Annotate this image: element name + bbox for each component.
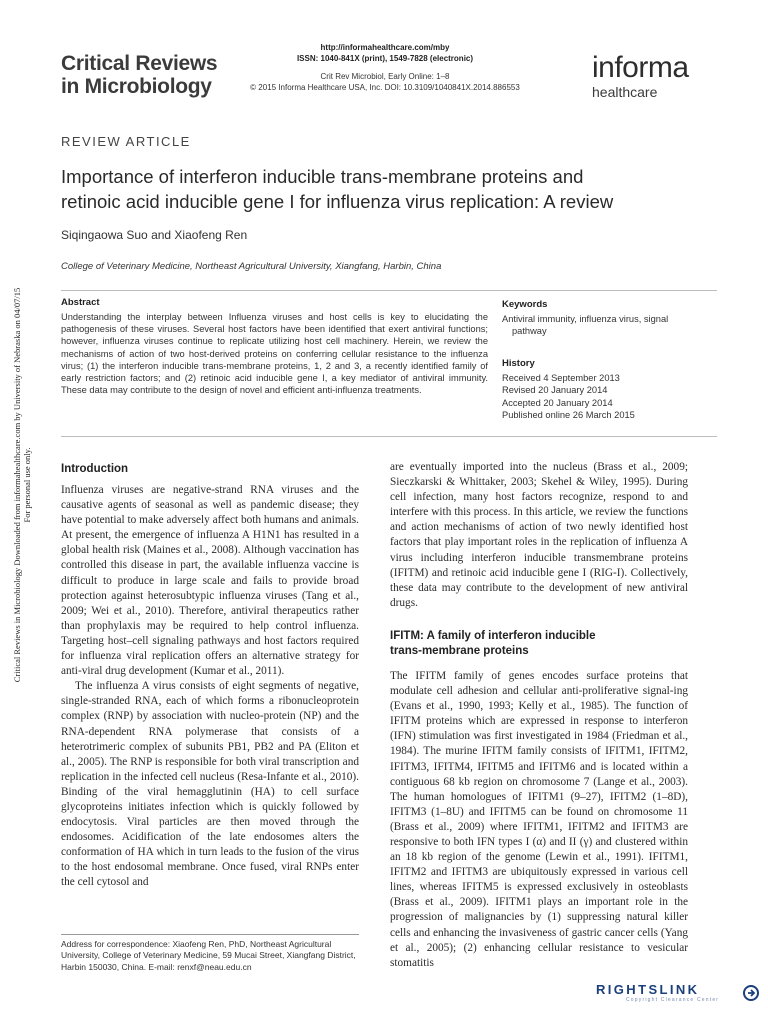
history-heading: History <box>502 358 535 369</box>
history-item: Published online 26 March 2015 <box>502 410 635 421</box>
body-column-right <box>390 460 688 971</box>
authors: Siqingaowa Suo and Xiaofeng Ren <box>61 228 248 242</box>
paragraph: are eventually imported into the nucleus (Brass et al., 2009; Sieczkarski & Whittaker, 2003; Skehel & Wiley, 1995). During cell infection, many host factors recognize, respond to and interfere with this process. In this article, we review the functions and action mechanisms of action of two newly identified host factors that play important roles in the replication of influenza A virus including interferon inducible transmembrane proteins (IFITM) and retinoic acid inducible gene I (RIG-I). Collectively, these data may contribute to the development of new antiviral drugs. <box>390 461 688 609</box>
paragraph: The IFITM family of genes encodes surface proteins that modulate cell adhesion and cellular anti-proliferative signal-ing (Evans et al., 1990, 1993; Kelly et al., 1985). The function of IFITM proteins which are expressed in response to interferon (IFN) stimulation was first investigated in 1984 (Friedman et al., 1984). The murine IFITM family consists of IFITM1, IFITM2, IFITM3, IFITM4, IFITM5 and IFITM6 and is located within a contiguous 68 kb region on chromosome 7 (Lange et al., 2003). The human homologues of IFITM1 (9–27), IFITM2 (1–8D), IFITM3 (1–8U) and IFITM5 can be found on chromosome 11 (Brass et al., 2009) where IFITM1, IFITM2 and IFITM3 are responsive to both IFN types I (α) and II (γ) and clustered within an 18 kb region of the genome (Lewin et al., 1991). IFITM1, IFITM2 and IFITM3 are ubiquitously expressed in various cell lines, whereas IFITM5 is expressed exclusively in osteoblasts (Brass et al., 2009). IFITM1 plays an important role in the progression of malignancies by (1) suppressing natural killer cells and enhancing the invasiveness of gastric cancer cells (Yang et al., 2005); (2) enhancing cellular resistance to vesicular stomatitis <box>390 669 688 969</box>
abstract <box>61 297 488 396</box>
journal-url[interactable]: http://informahealthcare.com/mby <box>320 43 450 52</box>
abstract-text: Understanding the interplay between Influenza viruses and host cells is key to elucidating the pathogenesis of these viruses. Several host factors have been identified that exert antiviral functions; however, influenza viruses continue to replicate utilizing host cell machinery. Herein, we review the mechanisms of action of two host-derived proteins on conferring cellular resistance to the influenza virus; (1) the interferon inducible trans-membrane proteins, 1, 2 and 3, a recently identified family of early restriction factors; and (2) retinoic acid inducible gene I, a key mediator of antiviral immunity. These data may contribute to the design of novel and efficient anti-influenza treatments. <box>61 312 488 396</box>
section-heading <box>390 629 688 659</box>
footnote-divider <box>61 934 359 935</box>
article-title <box>61 164 701 214</box>
section-heading-line: IFITM: A family of interferon inducible <box>390 629 596 642</box>
paragraph: The influenza A virus consists of eight segments of negative, single-stranded RNA, each of which forms a ribonucleoprotein complex (RNP) by association with nucleo-protein (NP) and the RNA-dependent RNA polymerase that consists of a heterotrimeric complex of subunits PB1, PB2 and PA (Eliton et al., 2005). The RNP is responsible for both viral transcription and replication in the infected cell nucleus (Resa-Infante et al., 2010). Binding of the viral hemagglutinin (HA) to cell surface glycoproteins initiates infection which is quickly followed by endocytosis. Viral particles are then moved through the endosomes. Acidification of the late endosomes alters the conformation of HA which in turn leads to the fusion of the virus to the host endosomal membrane. Once fused, viral RNPs enter the cell cytosol and <box>61 680 359 889</box>
copyright: © 2015 Informa Healthcare USA, Inc. DOI: 10.3109/1040841X.2014.886553 <box>250 83 520 92</box>
body-column-left <box>61 462 359 891</box>
keywords-line: pathway <box>512 326 547 336</box>
history-item: Received 4 September 2013 <box>502 373 620 383</box>
journal-title <box>61 52 231 98</box>
rightslink-name: RIGHTSLINK <box>596 982 700 997</box>
issn: ISSN: 1040-841X (print), 1549-7828 (electronic) <box>296 54 474 63</box>
download-notice-line: For personal use only. <box>22 447 32 523</box>
publisher-name: informa <box>592 51 689 84</box>
article-title-line: Importance of interferon inducible trans-membrane proteins and <box>61 166 584 187</box>
correspondence-footnote: Address for correspondence: Xiaofeng Ren, PhD, Northeast Agricultural University, College of Veterinary Medicine, 59 Mucai Street, Xiangfang District, Harbin 150030, China. E-mail: renxf@neau.edu.cn <box>61 939 356 972</box>
rightslink-tagline: Copyright Clearance Center <box>626 997 720 1003</box>
keywords <box>502 299 717 337</box>
divider <box>61 436 717 437</box>
publisher-logo <box>592 52 689 100</box>
publisher-sub: healthcare <box>592 84 658 100</box>
article-type: REVIEW ARTICLE <box>61 134 191 149</box>
section-heading: Introduction <box>61 463 129 475</box>
history-item: Revised 20 January 2014 <box>502 385 608 396</box>
keywords-heading: Keywords <box>502 299 548 310</box>
affiliation: College of Veterinary Medicine, Northeast Agricultural University, Xiangfang, Harbin, China <box>61 261 442 272</box>
paragraph: Influenza viruses are negative-strand RNA viruses and the causative agents of seasonal as well as pandemic disease; they have potential to make adversely affect both humans and animals. At present, the emergence of influenza A H1N1 has resulted in a global health risk (Maines et al., 2008). Although vaccination has controlled this disease in part, the available influenza vaccine is difficult to produce in large scale and fails to provide broad protection against heterosubtypic influenza viruses (Tang et al., 2009; Wei et al., 2010). Therefore, antiviral therapeutics rather than prophylaxis may be required to help control influenza. Targeting host–cell signaling pathways and host factors required for influenza viral replication offers an alternative strategy for anti-viral drug development (Kumar et al., 2011). <box>61 484 359 678</box>
citation: Crit Rev Microbiol, Early Online: 1–8 <box>320 72 450 81</box>
rightslink-badge[interactable] <box>596 983 760 1007</box>
journal-title-line: in Microbiology <box>61 75 212 98</box>
divider <box>61 290 717 291</box>
abstract-heading: Abstract <box>61 297 100 308</box>
section-heading-line: trans-membrane proteins <box>390 644 529 657</box>
journal-metadata <box>240 42 530 93</box>
download-notice-line: Critical Reviews in Microbiology Downloaded from informahealthcare.com by University of Nebraska on 04/07/15 <box>12 287 22 683</box>
journal-title-line: Critical Reviews <box>61 52 218 75</box>
keywords-text <box>502 313 717 337</box>
article-title-line: retinoic acid inducible gene I for influenza virus replication: A review <box>61 191 614 212</box>
keywords-line: Antiviral immunity, influenza virus, signal <box>502 314 669 324</box>
history-item: Accepted 20 January 2014 <box>502 397 613 408</box>
download-notice <box>2 269 32 701</box>
link-icon <box>742 984 760 1002</box>
history <box>502 358 717 422</box>
